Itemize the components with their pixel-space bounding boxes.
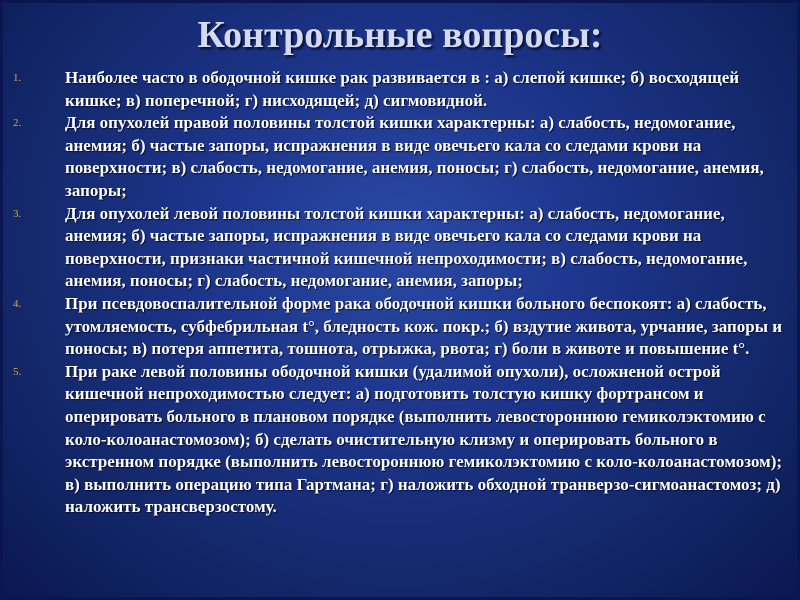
question-item — [3, 67, 800, 112]
question-list — [3, 67, 800, 519]
question-number: 4. — [13, 297, 22, 310]
question-item — [3, 361, 800, 519]
question-number: 3. — [13, 207, 22, 220]
question-text: Наиболее часто в ободочной кишке рак развивается в : а) слепой кишке; б) восходящей кишке; в) поперечной; г) нисходящей; д) сигмовидной. — [65, 68, 740, 110]
question-number: 2. — [13, 117, 22, 130]
question-number: 5. — [13, 365, 22, 378]
question-text: Для опухолей левой половины толстой кишки характерны: а) слабость, недомогание, анемия; б) частые запоры, испражнения в виде овечьего кала со следами крови на поверхности, признаки частичной кишечной непроходимости; в) слабость, недомогание, анемия, поносы; г) слабость, недомогание, анемия, запоры; — [65, 203, 748, 291]
question-item — [3, 203, 800, 293]
question-text: При раке левой половины ободочной кишки (удалимой опухоли), осложненой острой кишечной непроходимостью следует: а) подготовить толстую кишку фортрансом и оперировать больного в плановом порядке (выполнить левостороннюю гемиколэктомию с коло-колоанастомозом); б) сделать очистительную клизму и оперировать больного в экстренном порядке (выполнить левостороннюю гемиколэктомию с коло-колоанастомозом); в) выполнить операцию типа Гартмана; г) наложить обходной транверзо-сигмоанастомоз; д) наложить трансверзостому. — [65, 361, 783, 517]
question-number: 1. — [13, 72, 22, 84]
slide-title: Контрольные вопросы: — [197, 14, 603, 56]
question-item — [3, 293, 800, 361]
question-text: При псевдовоспалительной форме рака ободочной кишки больного беспокоят: а) слабость, утомляемость, субфебрильная t°, бледность кож. покр.; б) вздутие живота, урчание, запоры и поносы; в) потеря аппетита, тошнота, отрыжка, рвота; г) боли в животе и повышение t°. — [65, 293, 783, 359]
question-item — [3, 112, 800, 202]
question-text: Для опухолей правой половины толстой кишки характерны: а) слабость, недомогание, анемия; б) частые запоры, испражнения в виде овечьего кала со следами крови на поверхности; в) слабость, недомогание, анемия, поносы; г) слабость, недомогание, анемия, запоры; — [65, 113, 764, 200]
